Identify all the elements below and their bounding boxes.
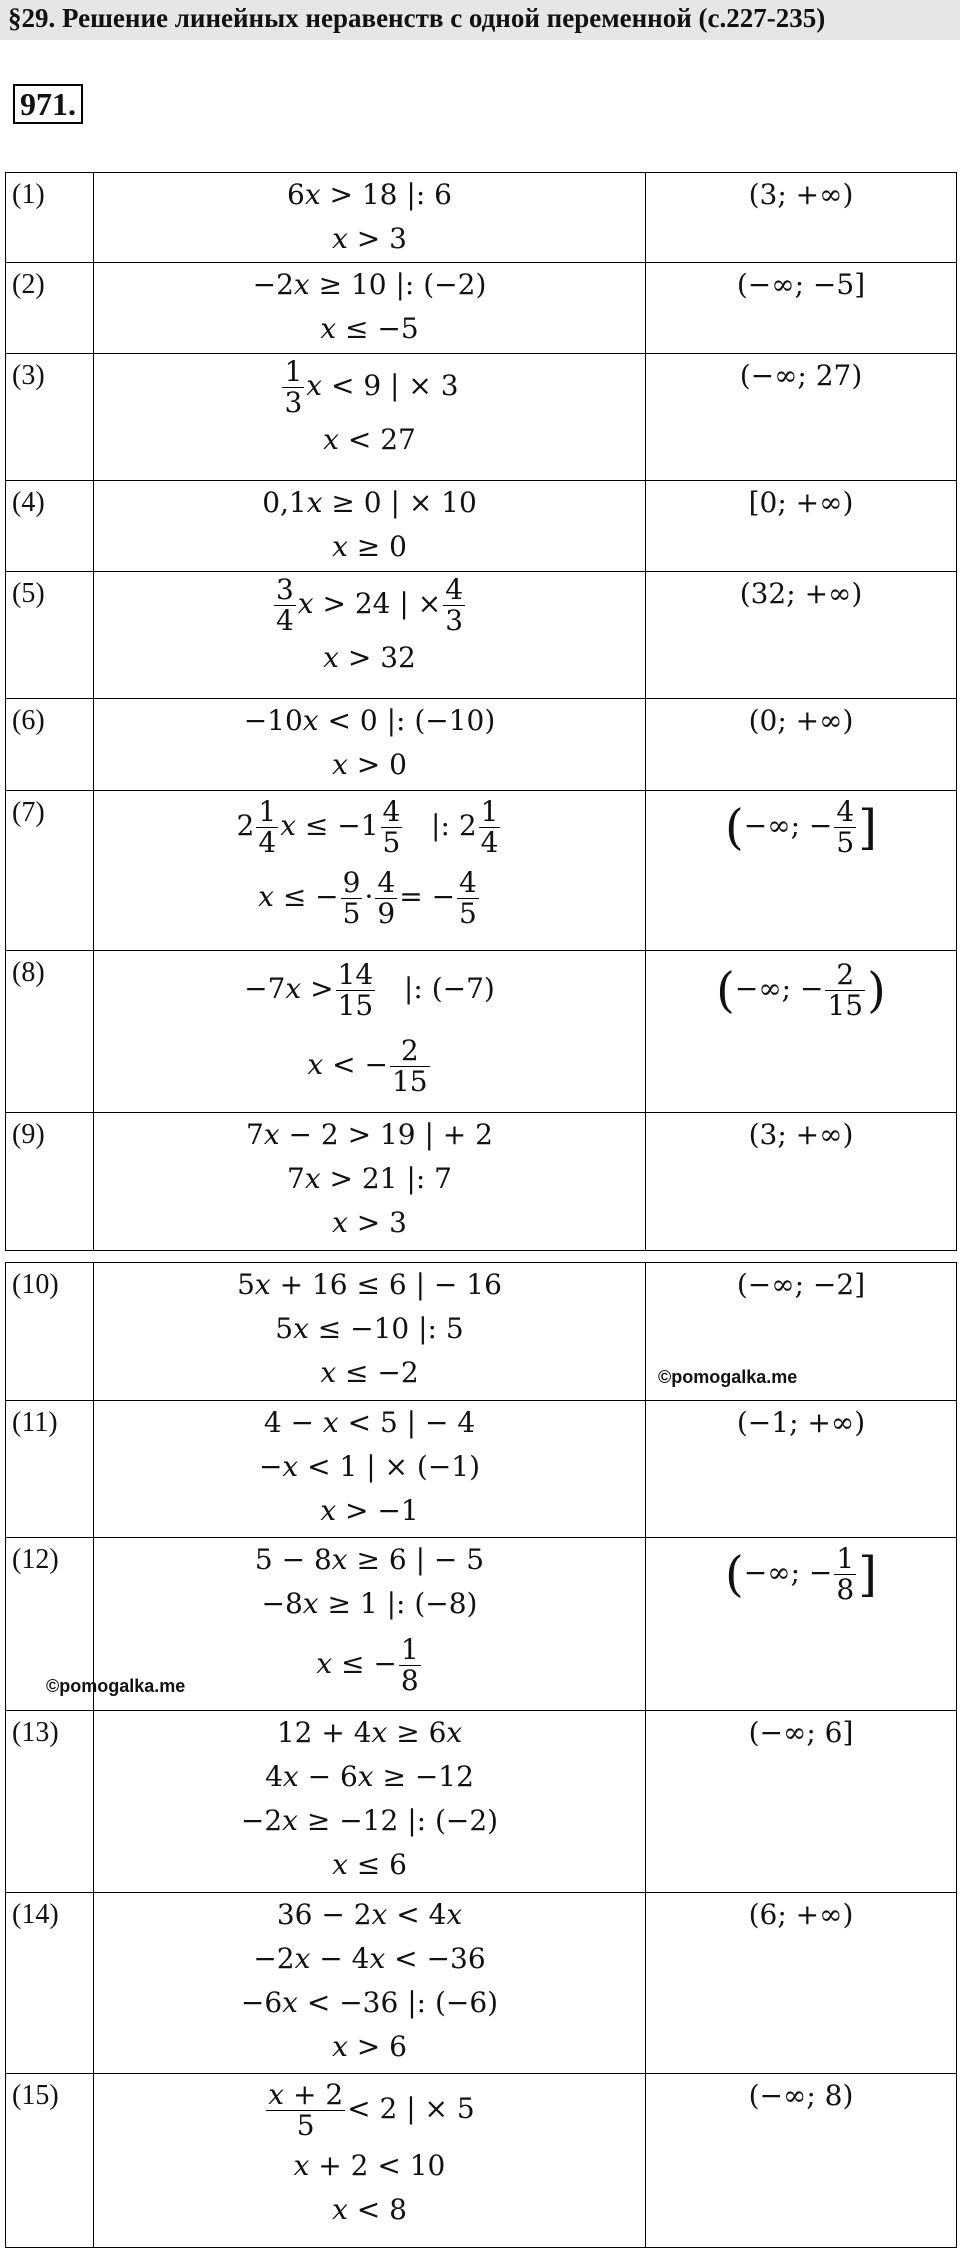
watermark: ©pomogalka.me xyxy=(46,1676,186,1696)
table-row xyxy=(6,263,957,354)
answer-cell xyxy=(646,1263,957,1401)
solution-cell xyxy=(94,951,646,1113)
table-row xyxy=(6,1401,957,1538)
solution-line: 6𝑥 > 18 |: 6 xyxy=(287,178,452,211)
solution-line: 5𝑥 ≤ −10 |: 5 xyxy=(275,1312,464,1345)
solution-line: 0,1𝑥 ≥ 0 | × 10 xyxy=(262,486,477,519)
answer: (32; +∞) xyxy=(739,577,863,610)
solution-line: 𝑥 < 27 xyxy=(323,423,416,456)
row-number: (4) xyxy=(6,481,94,572)
fraction-numerator: 2 xyxy=(825,960,865,991)
row-number: (5) xyxy=(6,572,94,699)
answer-bracket: ( xyxy=(725,799,744,856)
solution-line xyxy=(94,861,645,933)
table-row xyxy=(6,951,957,1113)
solution-cell xyxy=(94,1711,646,1893)
fraction-denominator: 5 xyxy=(342,897,361,930)
fraction-numerator: 1 xyxy=(400,1633,419,1666)
fraction-numerator: 2 xyxy=(390,1036,430,1067)
fraction-numerator: 14 xyxy=(337,958,374,991)
solution-line xyxy=(94,791,645,861)
answer-cell xyxy=(646,173,957,263)
solution-line: 7𝑥 > 21 |: 7 xyxy=(287,1162,452,1195)
solution-line: 𝑥 < 8 xyxy=(332,2193,407,2226)
table-row xyxy=(6,1711,957,1893)
answer-cell xyxy=(646,699,957,791)
fraction xyxy=(457,868,479,929)
solution-line: 𝑥 > 3 xyxy=(332,1206,407,1239)
solution-line: −2𝑥 ≥ −12 |: (−2) xyxy=(240,1804,499,1837)
answer: (0; +∞) xyxy=(748,704,854,737)
solution-line: 4 − 𝑥 < 5 | − 4 xyxy=(263,1406,476,1439)
solution-cell xyxy=(94,173,646,263)
solution-line: 7𝑥 − 2 > 19 | + 2 xyxy=(246,1118,493,1151)
solution-text: · xyxy=(364,880,374,913)
answer-cell xyxy=(646,1401,957,1538)
answer: (−∞; 6] xyxy=(748,1716,854,1749)
row-number: (15) xyxy=(6,2074,94,2248)
table-row xyxy=(6,699,957,791)
table-row xyxy=(6,572,957,699)
solution-line xyxy=(94,1626,645,1702)
fraction-numerator: 4 xyxy=(382,795,401,828)
solution-text: 𝑥 ≤ −1 xyxy=(280,809,379,842)
fraction xyxy=(834,1544,856,1605)
answer xyxy=(646,951,956,1027)
row-number: (6) xyxy=(6,699,94,791)
fraction xyxy=(825,960,865,1021)
fraction-numerator: 𝑥 + 2 xyxy=(268,2078,344,2111)
row-number: (3) xyxy=(6,354,94,481)
answer: [0; +∞) xyxy=(748,486,854,519)
solution-cell xyxy=(94,791,646,951)
solution-line: 5𝑥 + 16 ≤ 6 | − 16 xyxy=(237,1268,502,1301)
solution-line: 36 − 2𝑥 < 4𝑥 xyxy=(276,1898,463,1931)
solution-text: −7𝑥 > xyxy=(244,972,334,1005)
solution-cell xyxy=(94,2074,646,2248)
row-number: (13) xyxy=(6,1711,94,1893)
fraction-numerator: 1 xyxy=(284,355,303,388)
answer xyxy=(646,1538,956,1608)
solution-line: 𝑥 > −1 xyxy=(320,1494,419,1527)
solution-cell xyxy=(94,263,646,354)
solution-line: −𝑥 < 1 | × (−1) xyxy=(258,1450,481,1483)
fraction-denominator: 4 xyxy=(480,826,499,859)
answer-cell xyxy=(646,1113,957,1251)
row-number-cell xyxy=(6,1538,186,1711)
fraction xyxy=(341,868,363,929)
fraction-denominator: 8 xyxy=(400,1664,419,1697)
fraction xyxy=(390,1036,430,1097)
row-number: (1) xyxy=(6,173,94,263)
answer-text: −∞; − xyxy=(734,972,824,1005)
answer-cell xyxy=(646,1893,957,2074)
solution-cell xyxy=(94,1263,646,1401)
fraction xyxy=(282,357,304,418)
solution-line xyxy=(94,951,645,1027)
fraction xyxy=(479,797,501,858)
solution-line: 𝑥 ≤ −2 xyxy=(320,1356,419,1389)
solution-line: 𝑥 > 6 xyxy=(332,2030,407,2063)
fraction-denominator: 3 xyxy=(284,386,303,419)
fraction xyxy=(274,575,296,636)
answer-cell xyxy=(646,1711,957,1893)
fraction xyxy=(381,797,403,858)
fraction-numerator: 4 xyxy=(836,795,855,828)
solution-text: 𝑥 < 9 | × 3 xyxy=(306,369,459,402)
solution-cell xyxy=(94,1893,646,2074)
answer-cell xyxy=(646,2074,957,2248)
solution-line xyxy=(94,354,645,418)
answer-cell xyxy=(646,481,957,572)
solution-text: 𝑥 ≤ − xyxy=(258,880,339,913)
solution-cell xyxy=(94,572,646,699)
solution-cell xyxy=(94,354,646,481)
fraction-denominator: 4 xyxy=(275,604,294,637)
row-number: (10) xyxy=(6,1263,94,1401)
solution-line: 𝑥 ≥ 0 xyxy=(332,530,407,563)
table-row xyxy=(6,1893,957,2074)
fraction-denominator: 5 xyxy=(382,826,401,859)
answer-cell xyxy=(646,263,957,354)
solution-line: −8𝑥 ≥ 1 |: (−8) xyxy=(261,1587,478,1620)
table-row xyxy=(6,481,957,572)
table-row xyxy=(6,173,957,263)
answer-cell xyxy=(646,951,957,1113)
solution-line xyxy=(94,572,645,636)
fraction-denominator: 15 xyxy=(391,1065,428,1098)
fraction-numerator: 4 xyxy=(377,866,396,899)
solution-line: 5 − 8𝑥 ≥ 6 | − 5 xyxy=(254,1543,485,1576)
solution-cell xyxy=(94,1401,646,1538)
answer: (−∞; −2] xyxy=(736,1268,866,1301)
fraction-numerator: 9 xyxy=(342,866,361,899)
fraction xyxy=(834,797,856,858)
table-row xyxy=(6,791,957,951)
solution-line: 𝑥 > 3 xyxy=(332,222,407,255)
solution-text: 𝑥 < − xyxy=(307,1048,388,1081)
row-number: (7) xyxy=(6,791,94,951)
table-row xyxy=(6,1538,957,1711)
answer: (3; +∞) xyxy=(748,178,854,211)
row-number: (2) xyxy=(6,263,94,354)
solution-line: −2𝑥 ≥ 10 |: (−2) xyxy=(252,268,487,301)
fraction xyxy=(266,2080,345,2141)
answer-bracket: ( xyxy=(725,1546,744,1603)
answer: (−∞; 27) xyxy=(739,359,863,392)
answer-bracket: ] xyxy=(858,799,877,856)
table-row xyxy=(6,1113,957,1251)
solution-line: 𝑥 > 32 xyxy=(323,641,416,674)
solution-line: 12 + 4𝑥 ≥ 6𝑥 xyxy=(276,1716,463,1749)
section-header xyxy=(0,0,960,40)
answer: (−1; +∞) xyxy=(736,1406,866,1439)
table-row xyxy=(6,1263,957,1401)
answer-bracket: ] xyxy=(858,1546,877,1603)
fraction-denominator: 9 xyxy=(377,897,396,930)
fraction-numerator: 1 xyxy=(258,795,277,828)
row-number: (14) xyxy=(6,1893,94,2074)
answer xyxy=(646,791,956,861)
solution-line: −6𝑥 < −36 |: (−6) xyxy=(240,1986,499,2019)
fraction-denominator: 5 xyxy=(836,826,855,859)
answer-bracket: ) xyxy=(867,962,886,1019)
section-title: §29. Решение линейных неравенств с одной переменной (с.227-235) xyxy=(8,3,826,33)
solution-line: 𝑥 > 0 xyxy=(332,748,407,781)
solution-text: 2 xyxy=(236,809,255,842)
answer-cell xyxy=(646,354,957,481)
row-number: (9) xyxy=(6,1113,94,1251)
solution-text: = − xyxy=(399,880,456,913)
answer: (−∞; −5] xyxy=(736,268,866,301)
solution-text: < 2 | × 5 xyxy=(347,2092,475,2125)
solution-line: 4𝑥 − 6𝑥 ≥ −12 xyxy=(265,1760,474,1793)
row-number: (12) xyxy=(12,1544,59,1575)
solution-cell xyxy=(94,481,646,572)
problem-number: 971. xyxy=(13,84,83,124)
solution-text: 𝑥 > 24 | × xyxy=(297,587,442,620)
solution-cell xyxy=(94,1538,646,1711)
fraction-denominator: 5 xyxy=(296,2109,315,2142)
fraction-numerator: 4 xyxy=(459,866,477,899)
answer-cell xyxy=(646,1538,957,1711)
solution-line: −2𝑥 − 4𝑥 < −36 xyxy=(253,1942,486,1975)
solution-line xyxy=(94,1027,645,1103)
answer: (3; +∞) xyxy=(748,1118,854,1151)
table-row xyxy=(6,354,957,481)
fraction-numerator: 3 xyxy=(275,573,294,606)
watermark: ©pomogalka.me xyxy=(658,1367,798,1387)
fraction xyxy=(336,960,376,1021)
answer-text: −∞; − xyxy=(743,809,833,842)
fraction-numerator: 1 xyxy=(836,1542,855,1575)
fraction xyxy=(399,1635,421,1696)
answer: (6; +∞) xyxy=(748,1898,854,1931)
row-number: (8) xyxy=(6,951,94,1113)
solution-line: 𝑥 ≤ 6 xyxy=(332,1848,407,1881)
fraction-denominator: 8 xyxy=(836,1573,855,1606)
answer-bracket: ( xyxy=(716,962,735,1019)
solution-line: −10𝑥 < 0 |: (−10) xyxy=(243,704,496,737)
fraction xyxy=(443,575,465,636)
answer-text: −∞; − xyxy=(743,1556,833,1589)
answer: (−∞; 8) xyxy=(748,2079,854,2112)
solution-line: 𝑥 + 2 < 10 xyxy=(293,2149,446,2182)
fraction xyxy=(375,868,397,929)
solution-text: |: 2 xyxy=(404,809,477,842)
solutions-table-2 xyxy=(5,1262,957,2248)
fraction-denominator: 5 xyxy=(459,897,477,930)
answer-cell xyxy=(646,572,957,699)
fraction-numerator: 1 xyxy=(480,795,499,828)
solution-cell xyxy=(94,699,646,791)
solution-line xyxy=(94,2074,645,2144)
solution-cell xyxy=(94,1113,646,1251)
solution-line: 𝑥 ≤ −5 xyxy=(320,312,419,345)
table-row xyxy=(6,2074,957,2248)
fraction xyxy=(256,797,278,858)
answer-cell xyxy=(646,791,957,951)
fraction-denominator: 15 xyxy=(337,989,374,1022)
solution-text: |: (−7) xyxy=(377,972,495,1005)
fraction-numerator: 4 xyxy=(445,573,464,606)
fraction-denominator: 3 xyxy=(445,604,464,637)
fraction-denominator: 15 xyxy=(827,989,864,1022)
row-number: (11) xyxy=(6,1401,94,1538)
solution-text: 𝑥 ≤ − xyxy=(316,1647,397,1680)
fraction-denominator: 4 xyxy=(258,826,277,859)
solutions-table-1 xyxy=(5,172,957,1251)
